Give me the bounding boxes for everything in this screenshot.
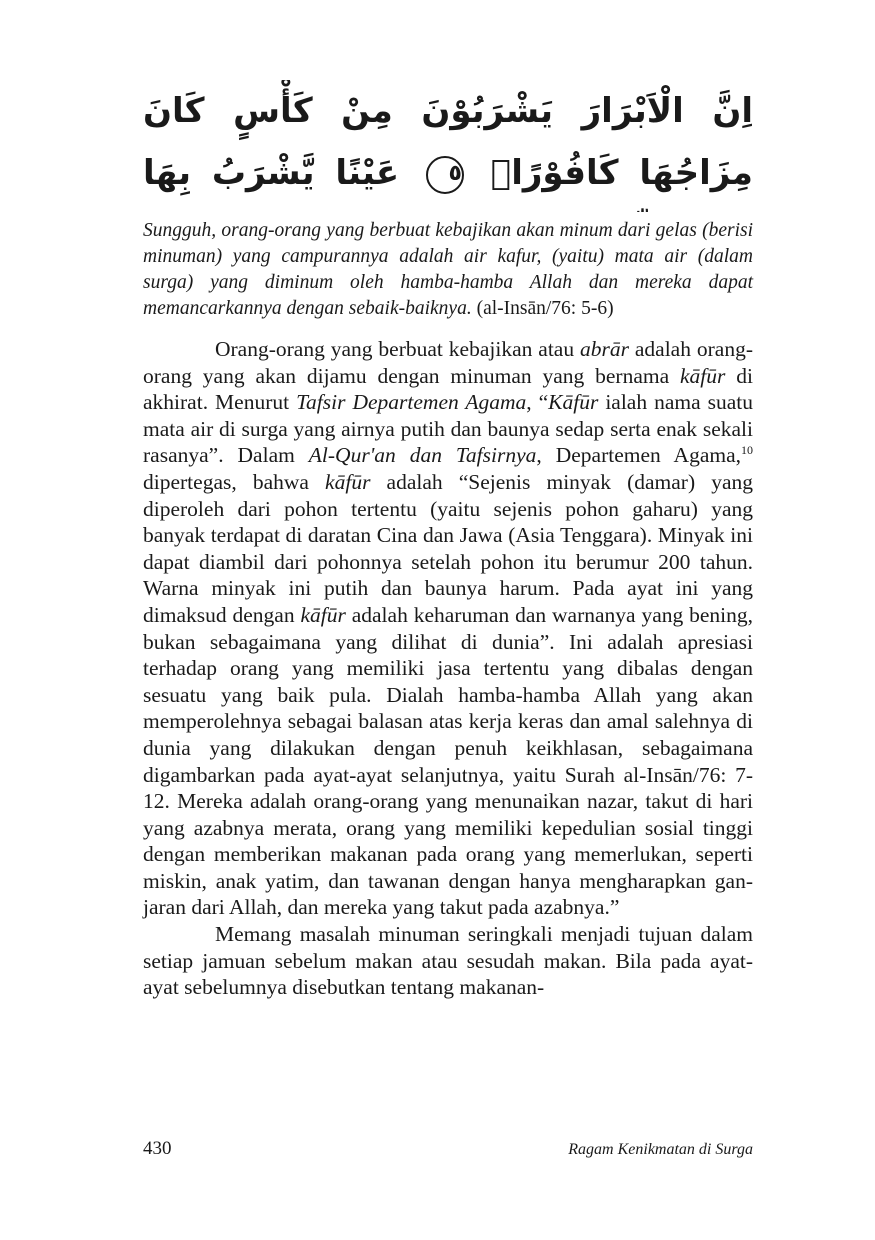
verse-reference: (al-Insān/76: 5-6) — [476, 298, 614, 319]
verse-translation — [143, 218, 753, 322]
ayah-number-5: ٥ — [426, 156, 464, 194]
arabic-verse-line1: اِنَّ الْاَبْرَارَ يَشْرَبُوْنَ مِنْ كَأْسٍ كَانَ مِزَاجُهَا كَافُوْرًاۚ — [143, 91, 753, 193]
translation-text: Sungguh, orang-orang yang berbuat kebajikan akan minum dari gelas (berisi minuman) yang campurannya adalah air kafur, (yaitu) mata air (dalam surga) yang diminum oleh hamba-hamba Allah dan mereka dapat memancarkannya dengan sebaik-baiknya. — [143, 220, 753, 319]
paragraph-1-text: Orang-orang yang berbuat kebajikan atau — [215, 337, 580, 361]
page-number: 430 — [143, 1138, 172, 1159]
paragraph-1-text: di akhirat. Menurut — [143, 363, 753, 415]
arabic-verse — [143, 80, 753, 212]
italic-term: kāfūr — [325, 469, 371, 494]
running-title: Ragam Kenikmatan di Surga — [568, 1141, 753, 1158]
italic-book-title: Al-Qur'an dan Tafsirnya — [308, 443, 537, 468]
paragraph-2: Memang masalah minuman seringkali menjadi tujuan dalam setiap jamuan sebelum makan atau sesudah makan. Bila pada ayat-ayat sebelumnya disebutkan tentang makanan- — [143, 922, 753, 1000]
paragraph-1-text: , “ — [526, 390, 549, 415]
arabic-verse-line2: بِهَا — [143, 153, 191, 193]
italic-term: kāfūr — [680, 363, 726, 388]
arabic-verse-line1b: عَيْنًا يَّشْرَبُ — [211, 153, 400, 193]
page-content — [143, 80, 753, 1001]
paragraph-1 — [143, 336, 753, 921]
paragraph-1-text: adalah “Sejenis minyak (damar) yang diperoleh dari pohon tertentu (yaitu sejenis pohon gaharu) yang banyak terdapat di daratan Cina dan Jawa (Asia Tenggara). Minyak ini dapat diambil dari pohonnya setelah pohon itu berumur 200 tahun. Warna minyak ini putih dan baunya harum. Pada ayat ini yang dimaksud dengan — [143, 469, 753, 627]
paragraph-1-text: ialah nama suatu mata air di surga yang airnya putih dan baunya sedap serta enak sekali rasanya”. Dalam — [143, 390, 753, 468]
paragraph-1-text: adalah orang-orang yang akan dijamu dengan minuman yang bernama — [143, 337, 753, 388]
paragraph-1-text: adalah keharuman dan warnanya yang bening, bukan sebagaimana yang dilihat di dunia”. Ini adalah apresiasi terhadap orang yang memiliki jasa tertentu yang dibalas dengan sesuatu yang baik pula. Dialah hamba-hamba Allah yang akan memperolehnya sebagai balasan atas kerja keras dan amal salehnya di dunia yang dilakukan dengan penuh keikhlasan, sebagaimana digambarkan pada ayat-ayat selanjutnya, yaitu Surah al-Insān/76: 7-12. Mereka adalah orang-orang yang menunaikan nazar, takut di hari yang azabnya merata, orang yang memiliki kepedulian sosial tinggi dengan memberikan makanan pada orang yang memerlukan, seperti miskin, anak yatim, dan tawanan dengan hanya mengharapkan ganjaran dari Allah, dan mereka yang takut pada azabnya.” — [143, 602, 753, 920]
italic-term: kāfūr — [300, 602, 346, 627]
italic-term: Kāfūr — [548, 390, 599, 415]
paragraph-1-text: dipertegas, bahwa — [143, 469, 326, 494]
page-footer — [143, 1138, 753, 1160]
paragraph-1-text: , Departemen Agama, — [536, 443, 742, 468]
italic-term: abrār — [579, 337, 629, 361]
footnote-marker[interactable]: 10 — [741, 443, 754, 458]
italic-book-title: Tafsir Departemen Agama — [296, 390, 527, 415]
